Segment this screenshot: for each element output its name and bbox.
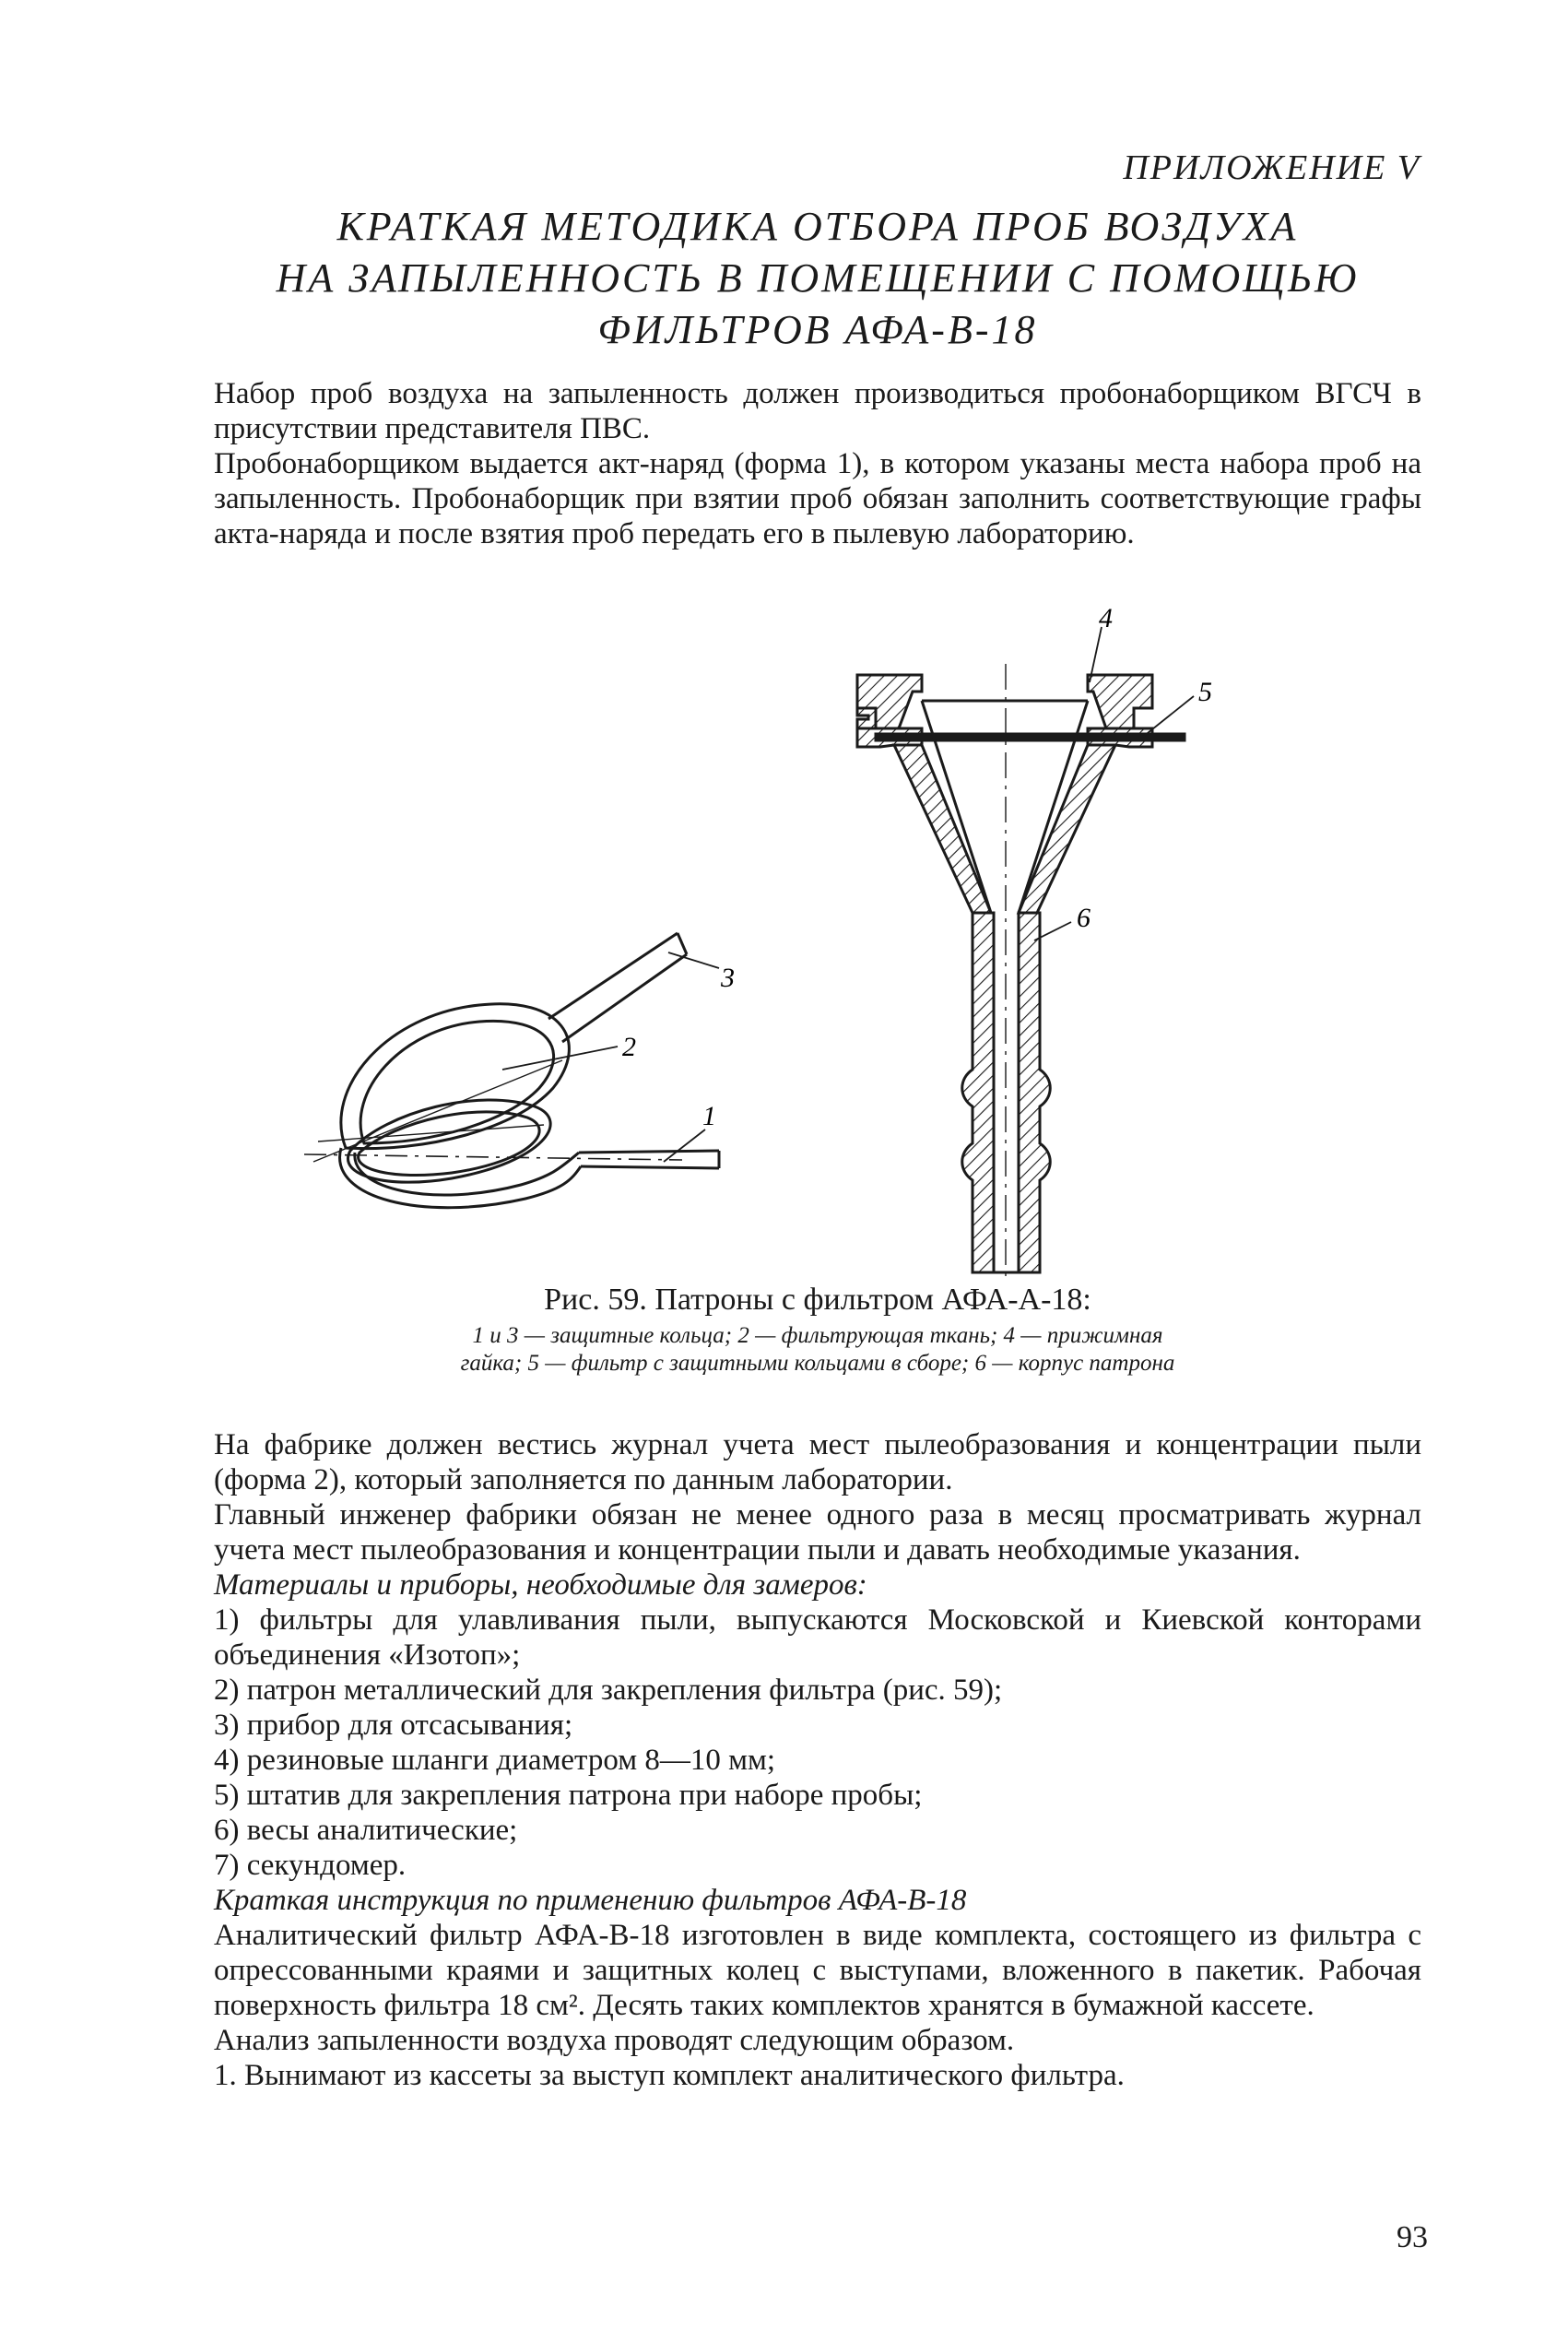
list-item: 2) патрон металлический для закрепления фильтра (рис. 59); [214,1674,1003,1707]
caption-legend-line-2: гайка; 5 — фильтр с защитными кольцами в сборе; 6 — корпус патрона [460,1351,1175,1376]
materials-heading: Материалы и приборы, необходимые для замеров: [214,1568,867,1602]
intro-section [214,376,1421,551]
title-line-1: КРАТКАЯ МЕТОДИКА ОТБОРА ПРОБ ВОЗДУХА [336,204,1299,249]
list-item: 5) штатив для закрепления патрона при наборе пробы; [214,1779,923,1812]
label-2: 2 [622,1032,636,1062]
label-3: 3 [721,963,735,993]
instruction-heading: Краткая инструкция по применению фильтров АФА-В-18 [214,1884,967,1917]
body-section [214,1427,1421,2093]
caption-title: Рис. 59. Патроны с фильтром АФА-А-18: [544,1283,1091,1317]
caption-legend-line-1: 1 и 3 — защитные кольца; 2 — фильтрующая ткань; 4 — прижимная [472,1323,1163,1348]
body-paragraph-3: Аналитический фильтр АФА-В-18 изготовлен в виде комплекта, состоящего из фильтра с опрессованными краями и защитных колец с выступами, вложенного в пакетик. Рабочая поверхность фильтра 18 см². Десять таких комплектов хранятся в бумажной кассете. [214,1919,1421,2022]
list-item: 7) секундомер. [214,1849,407,1882]
body-paragraph-5: 1. Вынимают из кассеты за выступ комплект аналитического фильтра. [214,2059,1125,2092]
label-6: 6 [1077,903,1091,933]
appendix-label: ПРИЛОЖЕНИЕ V [1123,148,1421,187]
body-paragraph-1: На фабрике должен вестись журнал учета мест пылеобразования и концентрации пыли (форма 2), который заполняется по данным лаборатории. [214,1428,1421,1496]
body-paragraph-2: Главный инженер фабрики обязан не менее одного раза в месяц просматривать журнал учета мест пылеобразования и концентрации пыли и давать необходимые указания. [214,1498,1421,1567]
list-item: 4) резиновые шланги диаметром 8—10 мм; [214,1744,776,1777]
protective-rings-drawing [304,933,719,1208]
intro-paragraph-2: Пробонаборщиком выдается акт-наряд (форма 1), в котором указаны места набора проб на запыленность. Пробонаборщик при взятии проб обязан заполнить соответствующие графы акта-наряда и после взятия проб передать его в пылевую лабораторию. [214,447,1421,550]
figure-59-cartridge-drawing [286,609,1327,1282]
list-item: 3) прибор для отсасывания; [214,1709,573,1742]
figure-caption [214,1282,1421,1378]
page-title [214,201,1421,356]
body-paragraph-4: Анализ запыленности воздуха проводят следующим образом. [214,2024,1015,2057]
page-number: 93 [1397,2220,1428,2254]
cartridge-section-drawing [857,627,1194,1280]
title-line-3: ФИЛЬТРОВ АФА-В-18 [597,307,1038,352]
title-line-2: НА ЗАПЫЛЕННОСТЬ В ПОМЕЩЕНИИ С ПОМОЩЬЮ [276,255,1360,301]
label-1: 1 [702,1101,716,1131]
list-item: 1) фильтры для улавливания пыли, выпускаются Московской и Киевской конторами объединения «Изотоп»; [214,1603,1421,1672]
label-4: 4 [1099,609,1113,633]
list-item: 6) весы аналитические; [214,1814,518,1847]
intro-paragraph-1: Набор проб воздуха на запыленность должен производиться пробонаборщиком ВГСЧ в присутствии представителя ПВС. [214,377,1421,445]
label-5: 5 [1198,677,1212,707]
